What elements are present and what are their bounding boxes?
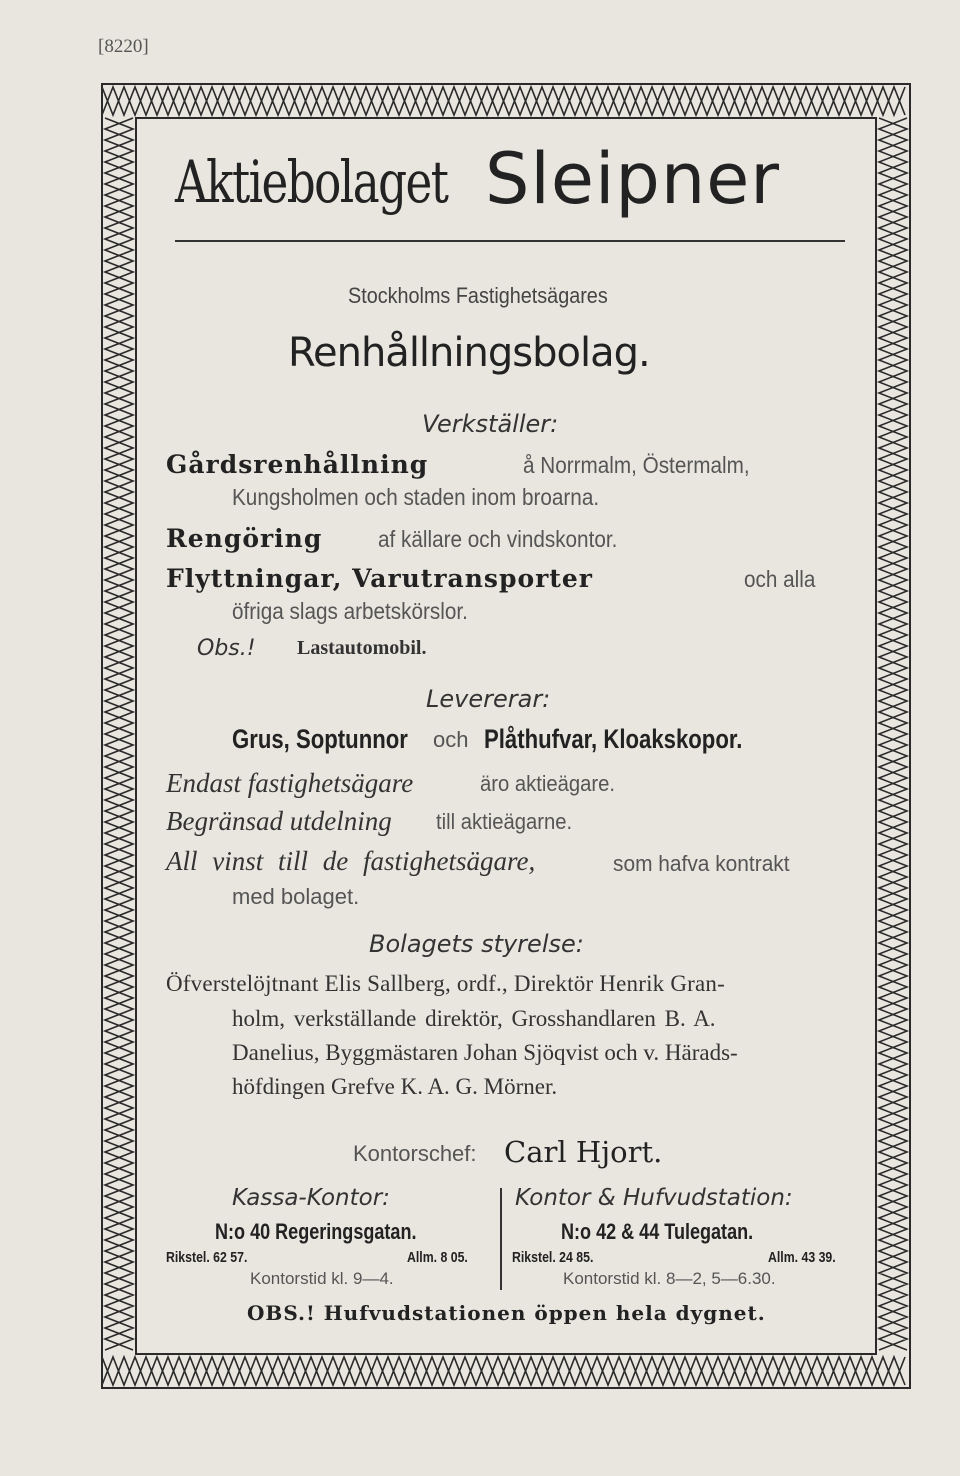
kontorschef-label: Kontorschef:	[353, 1141, 477, 1166]
title-part1: Aktiebolaget	[175, 148, 448, 216]
footer-obs: OBS.! Hufvudstationen öppen hela dygnet.	[247, 1301, 766, 1325]
service-flyttningar-cont: öfriga slags arbetskörslor.	[232, 598, 468, 624]
service-flyttningar-text: och alla	[744, 566, 816, 592]
border-bottom-zigzag-b	[102, 1357, 905, 1385]
right-office-phone1: Rikstel. 24 85.	[512, 1249, 594, 1266]
right-office-hours: Kontorstid kl. 8—2, 5—6.30.	[563, 1269, 776, 1288]
note-all-vinst-rest: som hafva kontrakt	[613, 851, 790, 876]
page-number: [8220]	[98, 36, 149, 57]
note-endast: Endast fastighetsägare	[166, 768, 414, 798]
levererar-och: och	[433, 727, 469, 752]
note-begransad-rest: till aktieägarne.	[436, 809, 573, 834]
office-divider	[500, 1188, 502, 1290]
right-office-phone2: Allm. 43 39.	[768, 1249, 836, 1266]
service-gardsrenhallning-text: å Norrmalm, Östermalm,	[523, 452, 750, 478]
note-endast-rest: äro aktieägare.	[480, 771, 616, 796]
kontorschef-name: Carl Hjort.	[504, 1135, 663, 1169]
service-gardsrenhallning: Gårdsrenhållning	[166, 450, 429, 479]
note-begransad: Begränsad utdelning	[166, 806, 392, 836]
left-office-phone2: Allm. 8 05.	[407, 1249, 468, 1266]
left-office-phone1: Rikstel. 62 57.	[166, 1249, 248, 1266]
note-all-vinst: All vinst till de fastighetsägare,	[166, 846, 536, 876]
styrelse-line2: holm, verkställande direktör, Grosshandlaren B. A.	[232, 1006, 716, 1031]
levererar-items-2: Plåthufvar, Kloakskopor.	[484, 724, 743, 754]
styrelse-heading: Bolagets styrelse:	[369, 930, 584, 958]
right-office-address: N:o 42 & 44 Tulegatan.	[561, 1219, 754, 1244]
company-subtitle-title: Renhållningsbolag.	[288, 330, 650, 376]
styrelse-line1: Öfverstelöjtnant Elis Sallberg, ordf., Direktör Henrik Gran-	[166, 971, 725, 996]
title-underline	[175, 240, 845, 242]
styrelse-line4: höfdingen Grefve K. A. G. Mörner.	[232, 1074, 558, 1099]
right-office-heading: Kontor & Hufvudstation:	[515, 1185, 793, 1211]
obs-label: Obs.!	[197, 636, 256, 661]
subtitle: Stockholms Fastighetsägares	[348, 283, 608, 308]
left-office-address: N:o 40 Regeringsgatan.	[215, 1219, 417, 1244]
left-office-hours: Kontorstid kl. 9—4.	[250, 1269, 394, 1288]
verkstaller-heading: Verkställer:	[422, 410, 559, 438]
title-part2: Sleipner	[485, 138, 781, 220]
styrelse-line3: Danelius, Byggmästaren Johan Sjöqvist och v. Härads-	[232, 1040, 738, 1065]
service-flyttningar: Flyttningar, Varutransporter	[166, 564, 593, 593]
company-title	[175, 130, 845, 250]
service-area-text: Kungsholmen och staden inom broarna.	[232, 484, 600, 510]
levererar-items-1: Grus, Soptunnor	[232, 724, 408, 754]
levererar-heading: Levererar:	[426, 685, 551, 713]
left-office-heading: Kassa-Kontor:	[232, 1185, 390, 1211]
service-rengoring-text: af källare och vindskontor.	[378, 526, 618, 552]
service-rengoring: Rengöring	[166, 524, 323, 553]
obs-lastautomobil: Lastautomobil.	[297, 637, 427, 659]
border-top-zigzag-b	[102, 87, 905, 115]
note-all-vinst-cont: med bolaget.	[232, 884, 360, 909]
